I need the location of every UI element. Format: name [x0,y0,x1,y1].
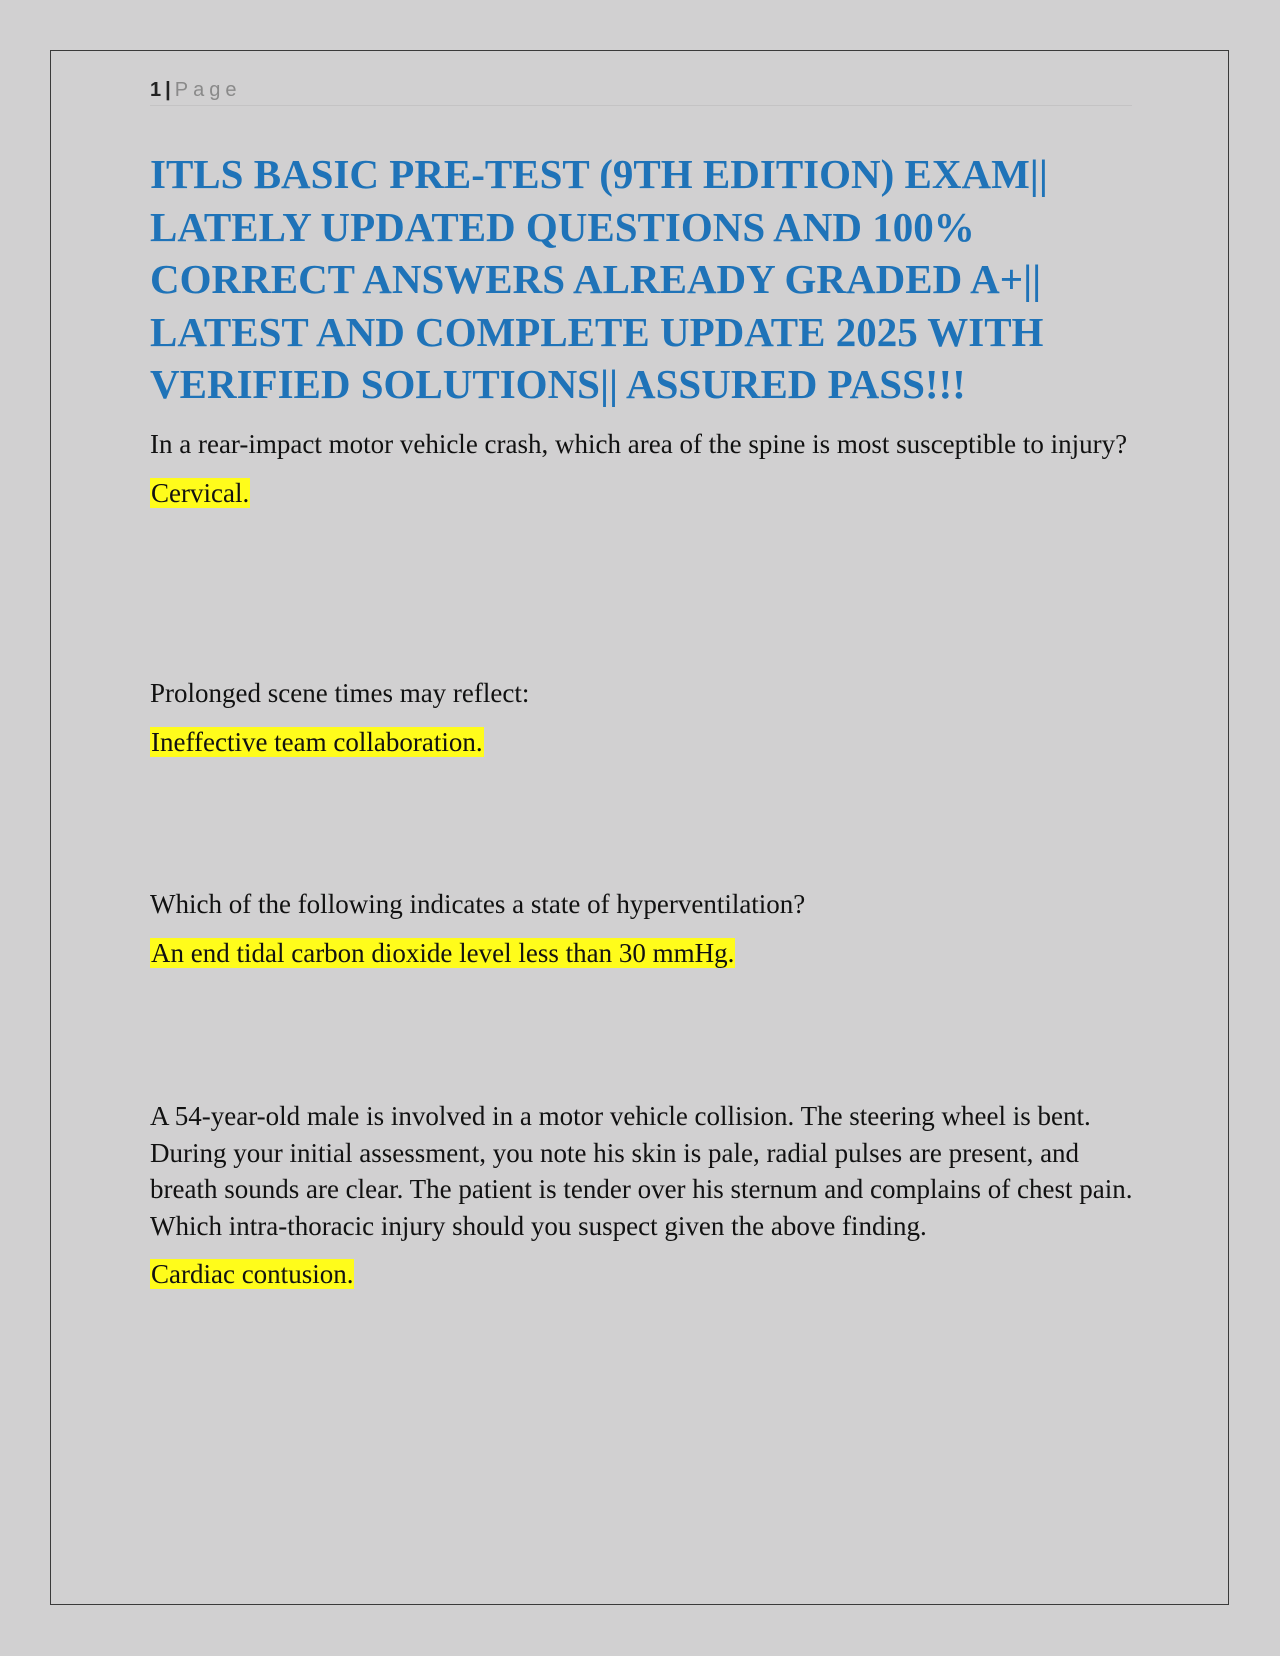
qa-item-3 [150,886,1135,971]
document-title: ITLS BASIC PRE-TEST (9TH EDITION) EXAM|| LATELY UPDATED QUESTIONS AND 100% CORRECT ANSWERS ALREADY GRADED A+|| LATEST AND COMPLETE UPDATE 2025 WITH VERIFIED SOLUTIONS|| ASSURED PASS!!! [150,151,1048,407]
question-text: In a rear-impact motor vehicle crash, which area of the spine is most susceptible to injury? [150,429,1128,459]
qa-item-2 [150,675,1135,760]
answer-text [150,935,1135,971]
qa-item-1 [150,426,1135,511]
answer-text [150,475,1135,511]
answer-highlight: Cervical. [151,477,250,508]
answer-highlight: An end tidal carbon dioxide level less than 30 mmHg. [151,937,735,968]
question-text: Prolonged scene times may reflect: [150,678,530,708]
page-separator: | [165,79,171,101]
question-text: A 54-year-old male is involved in a motor vehicle collision. The steering wheel is bent. During your initial assessment, you note his skin is pale, radial pulses are present, and breath sounds are clear. The patient is tender over his sternum and complains of chest pain. Which intra-thoracic injury should you suspect given the above finding. [150,1101,1133,1241]
qa-item-4 [150,1098,1135,1292]
answer-highlight: Ineffective team collaboration. [151,726,483,757]
answer-highlight: Cardiac contusion. [151,1259,354,1289]
question-text: Which of the following indicates a state of hyperventilation? [150,889,806,919]
answer-text [150,1256,1135,1292]
page-label: Page [174,79,242,101]
page-header [150,77,1132,106]
answer-text [150,724,1135,760]
page-number: 1 [150,79,162,101]
